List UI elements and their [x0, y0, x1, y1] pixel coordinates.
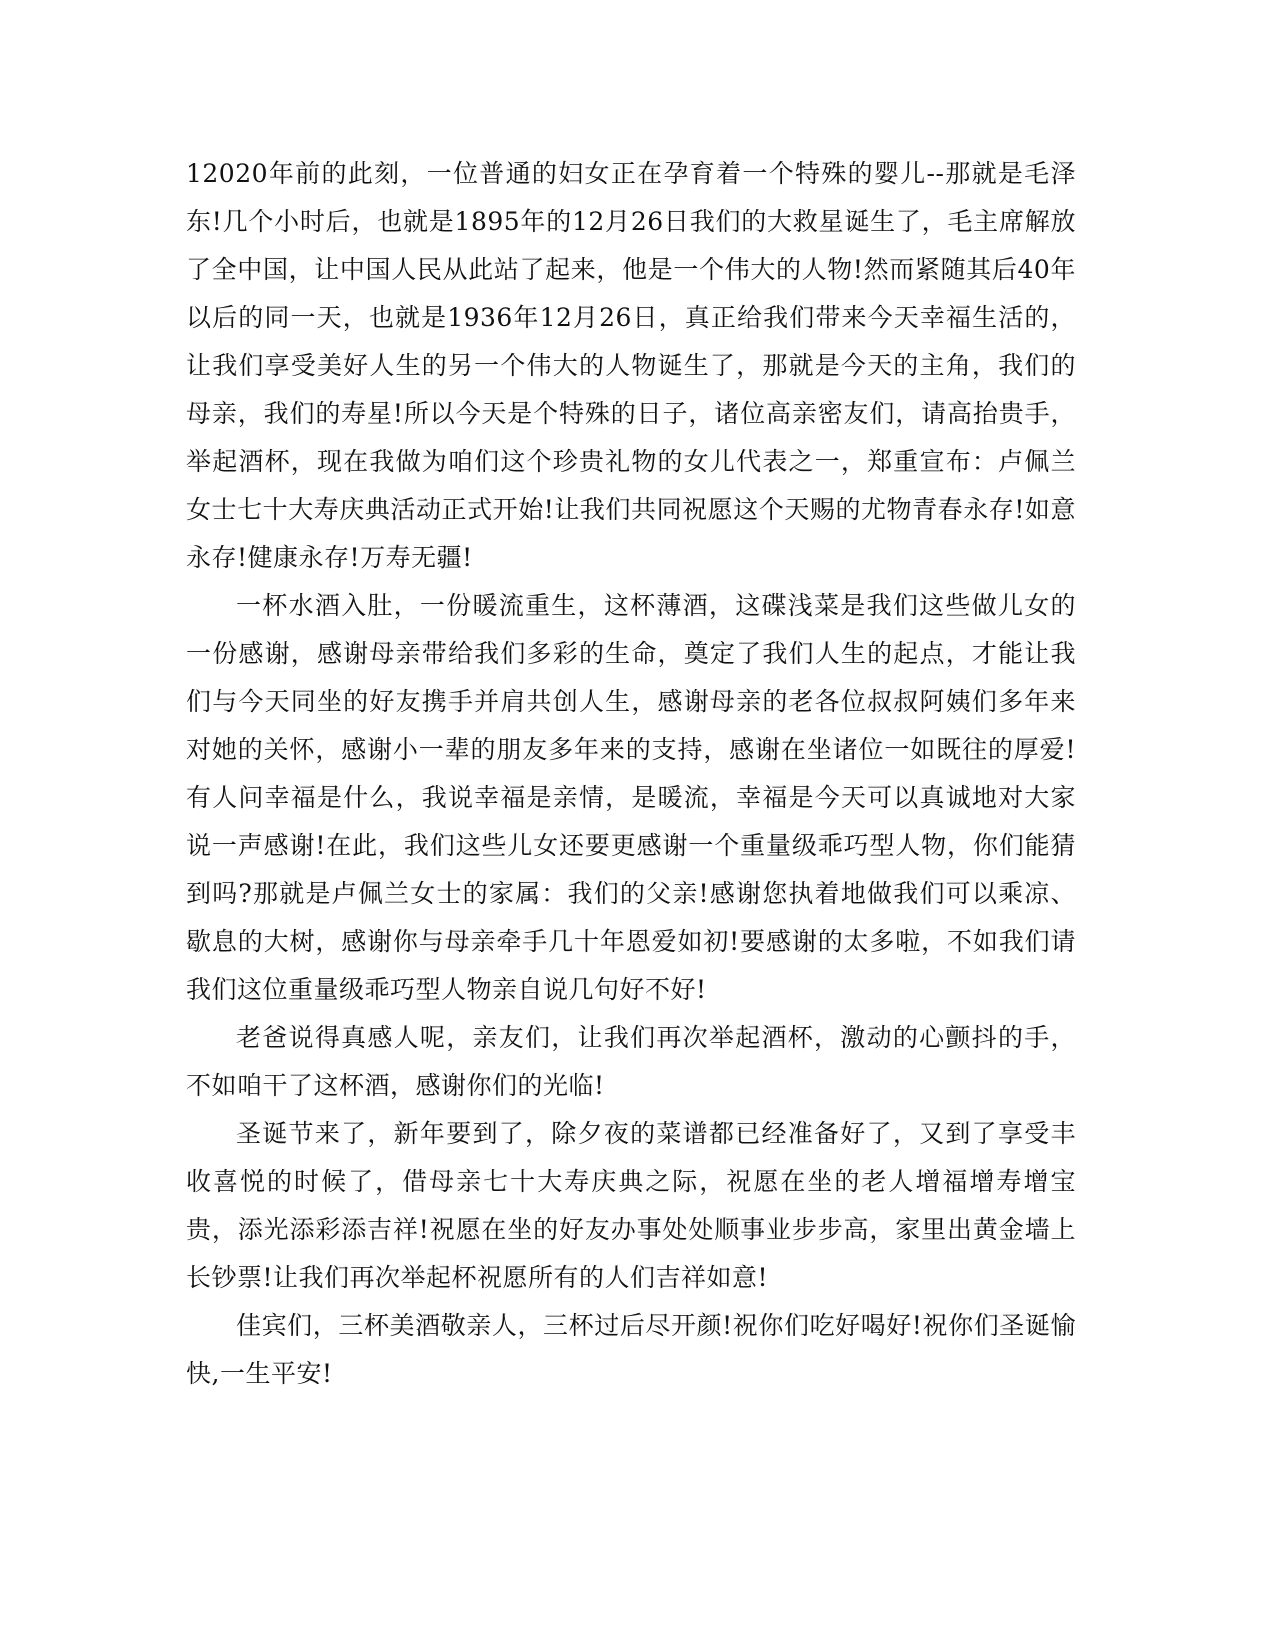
paragraph-1: 12020年前的此刻，一位普通的妇女正在孕育着一个特殊的婴儿--那就是毛泽东!几个小时后，也就是1895年的12月26日我们的大救星诞生了，毛主席解放了全中国，让中国人民从此站了起来，他是一个伟大的人物!然而紧随其后40年以后的同一天，也就是1936年12月26日，真正给我们带来今天幸福生活的，让我们享受美好人生的另一个伟大的人物诞生了，那就是今天的主角，我们的母亲，我们的寿星!所以今天是个特殊的日子，诸位高亲密友们，请高抬贵手，举起酒杯，现在我做为咱们这个珍贵礼物的女儿代表之一，郑重宣布：卢佩兰女士七十大寿庆典活动正式开始!让我们共同祝愿这个天赐的尤物青春永存!如意永存!健康永存!万寿无疆!: [186, 159, 1076, 572]
paragraph-2: 一杯水酒入肚，一份暖流重生，这杯薄酒，这碟浅菜是我们这些做儿女的一份感谢，感谢母亲带给我们多彩的生命，奠定了我们人生的起点，才能让我们与今天同坐的好友携手并肩共创人生，感谢母亲的老各位叔叔阿姨们多年来对她的关怀，感谢小一辈的朋友多年来的支持，感谢在坐诸位一如既往的厚爱!有人问幸福是什么，我说幸福是亲情，是暖流，幸福是今天可以真诚地对大家说一声感谢!在此，我们这些儿女还要更感谢一个重量级乖巧型人物，你们能猜到吗?那就是卢佩兰女士的家属：我们的父亲!感谢您执着地做我们可以乘凉、歇息的大树，感谢你与母亲牵手几十年恩爱如初!要感谢的太多啦，不如我们请我们这位重量级乖巧型人物亲自说几句好不好!: [186, 591, 1076, 1004]
paragraph-3: 老爸说得真感人呢，亲友们，让我们再次举起酒杯，激动的心颤抖的手，不如咱干了这杯酒，感谢你们的光临!: [186, 1023, 1076, 1100]
document-body: [186, 150, 1076, 1398]
paragraph-4: 圣诞节来了，新年要到了，除夕夜的菜谱都已经准备好了，又到了享受丰收喜悦的时候了，借母亲七十大寿庆典之际，祝愿在坐的老人增福增寿增宝贵，添光添彩添吉祥!祝愿在坐的好友办事处处顺事业步步高，家里出黄金墙上长钞票!让我们再次举起杯祝愿所有的人们吉祥如意!: [186, 1119, 1076, 1292]
paragraph-5: 佳宾们，三杯美酒敬亲人，三杯过后尽开颜!祝你们吃好喝好!祝你们圣诞愉快,一生平安!: [186, 1311, 1076, 1388]
